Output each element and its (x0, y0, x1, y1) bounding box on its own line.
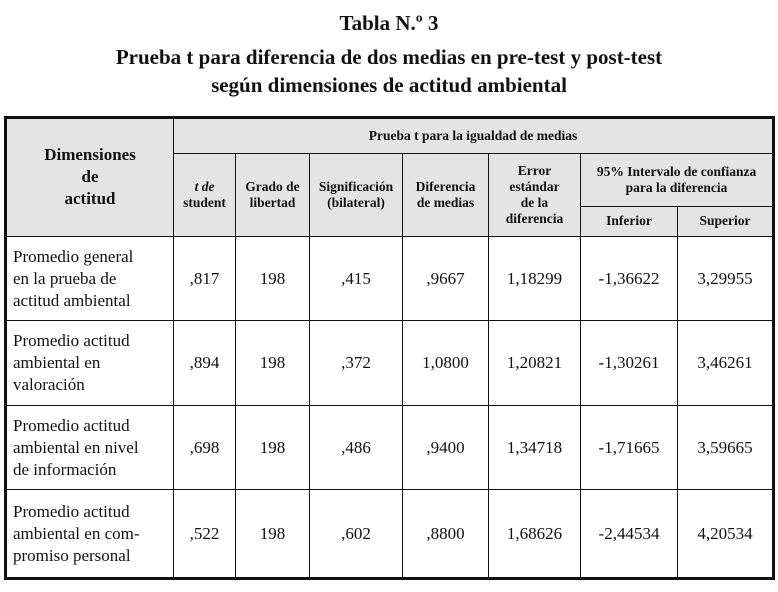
cell-err: 1,68626 (489, 490, 581, 579)
table-subtitle-line-1: Prueba t para diferencia de dos medias en pre-test y post-test (115, 45, 663, 69)
cell-sig: ,415 (310, 236, 403, 321)
cell-t: ,522 (174, 490, 236, 579)
cell-df: 198 (236, 490, 310, 579)
col-header-diff: Diferencia de medias (403, 154, 489, 237)
cell-df: 198 (236, 321, 310, 406)
cell-err: 1,20821 (489, 321, 581, 406)
cell-diff: ,8800 (403, 490, 489, 579)
col-header-df: Grado de libertad (236, 154, 310, 237)
cell-t: ,698 (174, 405, 236, 490)
cell-t: ,894 (174, 321, 236, 406)
cell-ci-high: 4,20534 (678, 490, 774, 579)
table-title: Tabla N.º 3 (339, 11, 439, 35)
cell-df: 198 (236, 236, 310, 321)
table-row (6, 236, 774, 321)
row-label: Promedio actitud ambiental en com- promiso personal (6, 490, 174, 579)
col-header-err: Error estándar de la diferencia (489, 154, 581, 237)
cell-df: 198 (236, 405, 310, 490)
table-row (6, 405, 774, 490)
cell-diff: ,9400 (403, 405, 489, 490)
cell-diff: 1,0800 (403, 321, 489, 406)
col-header-ci-high: Superior (678, 206, 774, 236)
cell-err: 1,34718 (489, 405, 581, 490)
cell-diff: ,9667 (403, 236, 489, 321)
table-subtitle-line-2: según dimensiones de actitud ambiental (211, 73, 567, 97)
group-header: Prueba t para la igualdad de medias (174, 118, 774, 154)
row-label: Promedio actitud ambiental en valoración (6, 321, 174, 406)
cell-ci-high: 3,59665 (678, 405, 774, 490)
cell-ci-low: -2,44534 (581, 490, 678, 579)
table-row (6, 490, 774, 579)
col-header-t: t de student (174, 154, 236, 237)
cell-sig: ,602 (310, 490, 403, 579)
cell-sig: ,486 (310, 405, 403, 490)
col-header-ci: 95% Intervalo de confianza para la diferencia (581, 154, 774, 206)
cell-err: 1,18299 (489, 236, 581, 321)
col-header-sig: Significación (bilateral) (310, 154, 403, 237)
cell-ci-low: -1,36622 (581, 236, 678, 321)
cell-ci-low: -1,30261 (581, 321, 678, 406)
col-header-ci-low: Inferior (581, 206, 678, 236)
table-row (6, 321, 774, 406)
cell-ci-low: -1,71665 (581, 405, 678, 490)
cell-sig: ,372 (310, 321, 403, 406)
cell-ci-high: 3,29955 (678, 236, 774, 321)
row-label: Promedio general en la prueba de actitud ambiental (6, 236, 174, 321)
ttest-table (4, 116, 775, 580)
cell-ci-high: 3,46261 (678, 321, 774, 406)
cell-t: ,817 (174, 236, 236, 321)
row-label: Promedio actitud ambiental en nivel de información (6, 405, 174, 490)
corner-header: Dimensiones de actitud (6, 118, 174, 237)
